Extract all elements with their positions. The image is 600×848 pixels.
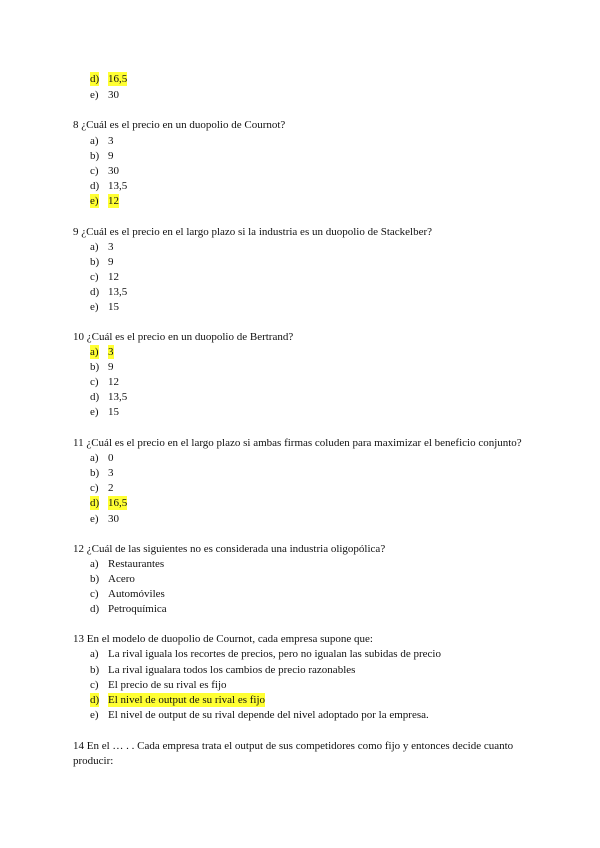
option-row [0,512,600,526]
option-letter: c) [90,482,99,494]
option-text: Petroquímica [108,603,167,615]
option-text: 2 [108,482,114,494]
option-text: El precio de su rival es fijo [108,679,227,691]
option-text: El nivel de output de su rival depende del nivel adoptado por la empresa. [108,709,429,721]
option-text: 0 [108,452,114,464]
option-letter: b) [90,573,100,585]
option-row [0,405,600,419]
option-row [0,587,600,601]
option-letter: a) [90,648,99,660]
option-letter: d) [90,73,100,85]
option-letter: c) [90,679,99,691]
option-row [0,345,600,359]
option-row [0,270,600,284]
option-row [0,572,600,586]
option-letter: c) [90,271,99,283]
option-letter: d) [90,603,100,615]
option-letter: a) [90,558,99,570]
option-text: 30 [108,89,119,101]
option-row [0,285,600,299]
option-text: 12 [108,195,119,207]
option-letter: e) [90,513,99,525]
option-row [0,481,600,495]
option-row [0,179,600,193]
option-letter: a) [90,452,99,464]
option-text: 15 [108,301,119,313]
option-text: 30 [108,513,119,525]
option-row [0,164,600,178]
option-letter: e) [90,89,99,101]
question-text: 9 ¿Cuál es el precio en el largo plazo si la industria es un duopolio de Stackelber? [73,226,433,238]
option-letter: a) [90,346,99,358]
option-letter: b) [90,150,100,162]
option-text: La rival igualara todos los cambios de precio razonables [108,664,356,676]
option-letter: d) [90,694,100,706]
question-text: 12 ¿Cuál de las siguientes no es considerada una industria oligopólica? [73,543,386,555]
question-text: 14 En el … . . Cada empresa trata el output de sus competidores como fijo y entonces decide cuanto [73,740,514,752]
option-row [0,134,600,148]
option-row [0,88,600,102]
option-text: 9 [108,256,114,268]
option-row [0,466,600,480]
option-row [0,496,600,510]
option-letter: c) [90,376,99,388]
option-text: 13,5 [108,391,128,403]
option-letter: b) [90,361,100,373]
question-text: 11 ¿Cuál es el precio en el largo plazo si ambas firmas coluden para maximizar el beneficio conjunto? [73,437,522,449]
option-text: 9 [108,361,114,373]
option-text: El nivel de output de su rival es fijo [108,694,266,706]
option-row [0,678,600,692]
option-text: 3 [108,135,114,147]
option-letter: d) [90,497,100,509]
option-row [0,375,600,389]
option-text: 13,5 [108,286,128,298]
option-text: Restaurantes [108,558,165,570]
option-row [0,360,600,374]
option-text: Acero [108,573,135,585]
option-text: 15 [108,406,119,418]
option-letter: c) [90,165,99,177]
option-letter: e) [90,709,99,721]
option-letter: b) [90,664,100,676]
option-row [0,194,600,208]
question-text: 10 ¿Cuál es el precio en un duopolio de Bertrand? [73,331,294,343]
option-row [0,72,600,86]
option-letter: d) [90,391,100,403]
question-text: 8 ¿Cuál es el precio en un duopolio de Cournot? [73,119,286,131]
option-letter: d) [90,180,100,192]
option-text: 12 [108,376,119,388]
option-text: 16,5 [108,73,128,85]
option-text: 3 [108,241,114,253]
option-row [0,693,600,707]
option-text: La rival iguala los recortes de precios, pero no igualan las subidas de precio [108,648,441,660]
option-row [0,300,600,314]
option-text: 3 [108,346,114,358]
option-row [0,451,600,465]
option-row [0,708,600,722]
option-letter: a) [90,241,99,253]
option-text: Automóviles [108,588,165,600]
option-text: 9 [108,150,114,162]
option-text: 3 [108,467,114,479]
option-letter: c) [90,588,99,600]
option-text: 12 [108,271,119,283]
option-text: 30 [108,165,119,177]
option-text: 16,5 [108,497,128,509]
option-letter: d) [90,286,100,298]
option-letter: b) [90,256,100,268]
option-row [0,647,600,661]
option-row [0,663,600,677]
question-text: 13 En el modelo de duopolio de Cournot, cada empresa supone que: [73,633,373,645]
option-text: 13,5 [108,180,128,192]
option-row [0,557,600,571]
option-row [0,240,600,254]
option-row [0,149,600,163]
option-row [0,390,600,404]
option-letter: e) [90,301,99,313]
option-letter: a) [90,135,99,147]
question-text-continued: producir: [73,755,114,767]
option-letter: e) [90,406,99,418]
option-letter: e) [90,195,99,207]
option-row [0,602,600,616]
option-letter: b) [90,467,100,479]
option-row [0,255,600,269]
